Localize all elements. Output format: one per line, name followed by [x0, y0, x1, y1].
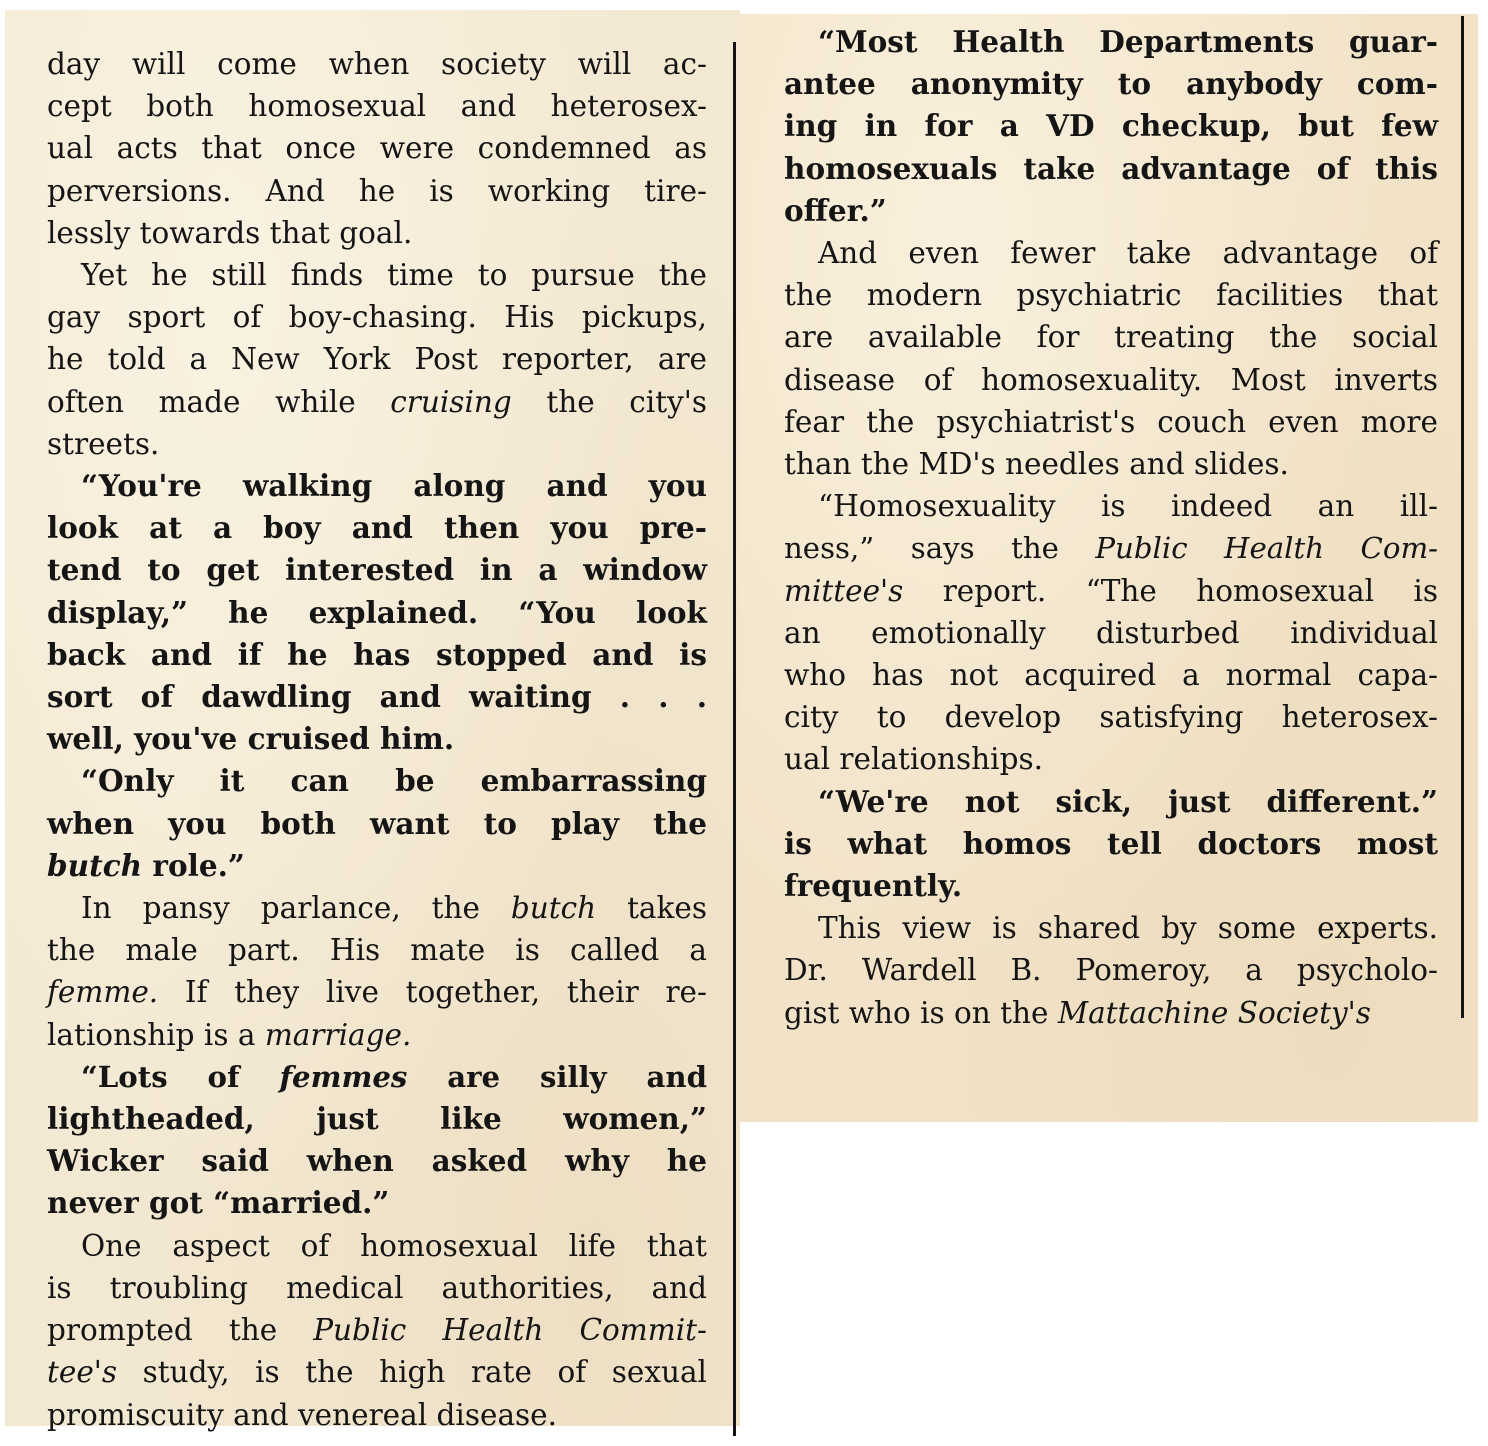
paragraph-5 — [47, 887, 707, 1056]
text-line: “Only it can be embarrassing — [81, 763, 707, 799]
italic-run: femme. — [47, 975, 159, 1010]
text-line — [47, 381, 707, 423]
text-run: ness,” says the — [784, 531, 1096, 566]
clipping-right — [740, 14, 1478, 1122]
paragraph-1 — [47, 43, 707, 254]
italic-run: tee's — [47, 1355, 118, 1390]
italic-run: Public Health Commit- — [313, 1313, 707, 1348]
text-run: report. “The homosexual is — [903, 573, 1438, 608]
text-line: Dr. Wardell B. Pomeroy, a psycholo- — [784, 953, 1438, 988]
text-line — [47, 1309, 707, 1351]
text-line: well, you've cruised him. — [47, 721, 455, 757]
text-line — [47, 845, 707, 887]
paragraph-7 — [47, 1225, 707, 1436]
text-line: display,” he explained. “You look — [47, 594, 707, 630]
text-line — [784, 992, 1438, 1034]
text-run: takes — [596, 891, 707, 926]
text-line: the modern psychiatric facilities that — [784, 278, 1438, 313]
text-line: is troubling medical authorities, and — [47, 1270, 707, 1305]
paragraph-4-quote — [47, 760, 707, 887]
text-line: Yet he still finds time to pursue the — [81, 258, 707, 293]
text-run: “Lots of — [81, 1059, 280, 1094]
paragraph-1-quote — [784, 21, 1438, 232]
italic-run: butch — [510, 891, 597, 926]
italic-run: Public Health Com- — [1095, 531, 1438, 566]
text-line: disease of homosexuality. Most inverts — [784, 362, 1438, 397]
article-column-left — [47, 43, 707, 1436]
text-line: offer.” — [784, 192, 887, 228]
text-line: lightheaded, just like women,” — [47, 1101, 707, 1137]
text-line — [47, 1056, 707, 1098]
text-line — [784, 527, 1438, 569]
italic-run: mittee's — [784, 573, 904, 608]
text-line: And even fewer take advantage of — [818, 236, 1438, 271]
text-line: an emotionally disturbed individual — [784, 615, 1438, 650]
paragraph-5 — [784, 907, 1438, 1034]
text-line — [47, 1351, 707, 1393]
text-line: who has not acquired a normal capa- — [784, 658, 1438, 693]
text-line: gay sport of boy-chasing. His pickups, — [47, 300, 707, 335]
text-run: the city's — [511, 384, 707, 419]
text-line — [47, 1014, 707, 1056]
text-line — [47, 971, 707, 1013]
clipping-left — [5, 10, 740, 1432]
text-line — [47, 887, 707, 929]
text-line: ual relationships. — [784, 742, 1044, 777]
text-run: prompted the — [47, 1313, 314, 1348]
text-line: perversions. And he is working tire- — [47, 173, 707, 208]
text-line: This view is shared by some experts. — [818, 911, 1438, 946]
text-run: If they live together, their re- — [158, 975, 707, 1010]
text-run: In pansy parlance, the — [81, 891, 511, 926]
text-line: he told a New York Post reporter, are — [47, 342, 707, 377]
paragraph-3-quote — [47, 465, 707, 760]
text-run: often made while — [47, 384, 391, 419]
text-line: promiscuity and venereal disease. — [47, 1397, 558, 1432]
text-line: are available for treating the social — [784, 320, 1438, 355]
text-line: antee anonymity to anybody com- — [784, 66, 1438, 102]
paragraph-4-quote — [784, 781, 1438, 908]
text-line: “You're walking along and you — [81, 468, 707, 504]
text-line: never got “married.” — [47, 1185, 390, 1221]
text-line: sort of dawdling and waiting . . . — [47, 679, 707, 715]
article-column-right — [784, 21, 1438, 1034]
text-line: cept both homosexual and heterosex- — [47, 89, 707, 124]
text-run: gist who is on the — [784, 995, 1058, 1030]
text-line: when you both want to play the — [47, 805, 707, 841]
text-line: fear the psychiatrist's couch even more — [784, 404, 1438, 439]
text-line: One aspect of homosexual life that — [81, 1228, 707, 1263]
text-line: lessly towards that goal. — [47, 215, 413, 250]
paragraph-6-quote — [47, 1056, 707, 1225]
column-rule-left — [733, 42, 736, 1436]
text-line: is what homos tell doctors most — [784, 825, 1438, 861]
text-line: the male part. His mate is called a — [47, 933, 707, 968]
italic-run: butch — [47, 847, 143, 883]
paragraph-2 — [784, 232, 1438, 485]
text-line — [784, 570, 1438, 612]
paragraph-2 — [47, 254, 707, 465]
text-line: “Homosexuality is indeed an ill- — [818, 489, 1438, 524]
text-line: look at a boy and then you pre- — [47, 510, 707, 546]
text-line: frequently. — [784, 868, 963, 904]
text-line: “Most Health Departments guar- — [818, 24, 1438, 59]
italic-run: Mattachine Society's — [1057, 995, 1371, 1030]
text-line: “We're not sick, just different.” — [818, 783, 1438, 819]
text-line: tend to get interested in a window — [47, 552, 707, 588]
italic-run: marriage. — [264, 1017, 412, 1052]
text-line: streets. — [47, 426, 160, 461]
text-line: ing in for a VD checkup, but few — [784, 108, 1438, 144]
text-line: homosexuals take advantage of this — [784, 150, 1438, 186]
text-line: than the MD's needles and slides. — [784, 447, 1289, 482]
text-run: role.” — [142, 847, 245, 883]
text-line: day will come when society will ac- — [47, 47, 707, 81]
italic-run: cruising — [390, 384, 512, 419]
text-line: city to develop satisfying heterosex- — [784, 700, 1438, 735]
text-line: ual acts that once were condemned as — [47, 131, 707, 166]
column-rule-right — [1461, 16, 1464, 1018]
text-line: back and if he has stopped and is — [47, 636, 707, 672]
text-run: are silly and — [407, 1059, 707, 1094]
text-run: study, is the high rate of sexual — [117, 1355, 707, 1390]
italic-run: femmes — [279, 1059, 408, 1094]
text-run: lationship is a — [47, 1017, 265, 1052]
text-line: Wicker said when asked why he — [47, 1143, 707, 1179]
paragraph-3 — [784, 485, 1438, 780]
